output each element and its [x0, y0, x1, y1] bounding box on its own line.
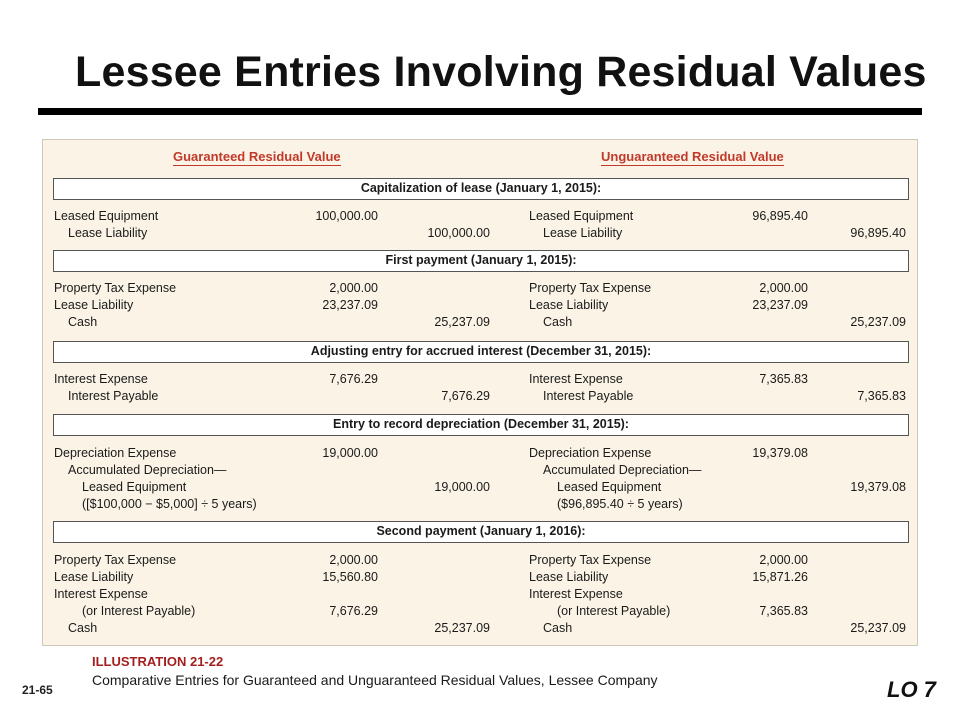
- entry-debit: 23,237.09: [752, 298, 808, 312]
- entry-debit: 2,000.00: [759, 281, 808, 295]
- entry-account: Lease Liability: [529, 570, 609, 584]
- entry-account: Property Tax Expense: [54, 281, 177, 295]
- entry-account: Cash: [543, 621, 573, 635]
- section-heading: Second payment (January 1, 2016):: [53, 521, 909, 543]
- entry-debit: 23,237.09: [322, 298, 378, 312]
- entry-credit: 7,365.83: [857, 389, 906, 403]
- entry-account: Interest Expense: [529, 372, 623, 386]
- entry-debit: 100,000.00: [315, 209, 378, 223]
- entry-account: Cash: [68, 315, 98, 329]
- entry-debit: 7,365.83: [759, 372, 808, 386]
- entry-account: Accumulated Depreciation—: [543, 463, 702, 477]
- entry-debit: 15,560.80: [322, 570, 378, 584]
- column-header-unguaranteed: Unguaranteed Residual Value: [601, 149, 784, 164]
- entry-account: (or Interest Payable): [82, 604, 196, 618]
- entry-debit: 2,000.00: [759, 553, 808, 567]
- entry-debit: 7,676.29: [329, 372, 378, 386]
- entry-account: Lease Liability: [543, 226, 623, 240]
- section-heading: Adjusting entry for accrued interest (December 31, 2015):: [53, 341, 909, 363]
- entry-account: Depreciation Expense: [529, 446, 652, 460]
- entry-account: Lease Liability: [68, 226, 148, 240]
- entry-account: ($96,895.40 ÷ 5 years): [557, 497, 683, 511]
- title-rule: [38, 108, 922, 115]
- entry-account: Lease Liability: [529, 298, 609, 312]
- entry-account: Lease Liability: [54, 298, 134, 312]
- slide-number: 21-65: [22, 683, 53, 697]
- entry-account: ([$100,000 − $5,000] ÷ 5 years): [82, 497, 257, 511]
- entry-debit: 15,871.26: [752, 570, 808, 584]
- entry-account: Interest Payable: [68, 389, 159, 403]
- entry-credit: 25,237.09: [434, 621, 490, 635]
- entry-account: Property Tax Expense: [529, 553, 652, 567]
- entry-account: Interest Expense: [54, 372, 148, 386]
- entry-debit: 7,676.29: [329, 604, 378, 618]
- illustration-label: ILLUSTRATION 21-22: [92, 654, 224, 669]
- entry-account: Cash: [68, 621, 98, 635]
- entry-account: Accumulated Depreciation—: [68, 463, 227, 477]
- entry-credit: 100,000.00: [427, 226, 490, 240]
- entry-account: Property Tax Expense: [529, 281, 652, 295]
- entry-account: Leased Equipment: [82, 480, 187, 494]
- entry-account: Interest Payable: [543, 389, 634, 403]
- entry-account: Lease Liability: [54, 570, 134, 584]
- illustration-caption: Comparative Entries for Guaranteed and Unguaranteed Residual Values, Lessee Company: [92, 672, 658, 688]
- entry-account: Leased Equipment: [557, 480, 662, 494]
- section-heading: First payment (January 1, 2015):: [53, 250, 909, 272]
- entry-credit: 25,237.09: [850, 621, 906, 635]
- entry-debit: 2,000.00: [329, 281, 378, 295]
- slide-title: Lessee Entries Involving Residual Values: [75, 48, 927, 96]
- entry-account: Leased Equipment: [54, 209, 159, 223]
- entry-debit: 19,000.00: [322, 446, 378, 460]
- entry-debit: 7,365.83: [759, 604, 808, 618]
- illustration-panel: [42, 139, 918, 646]
- section-heading: Entry to record depreciation (December 31, 2015):: [53, 414, 909, 436]
- entry-account: Depreciation Expense: [54, 446, 177, 460]
- entry-credit: 19,379.08: [850, 480, 906, 494]
- entry-credit: 96,895.40: [850, 226, 906, 240]
- entry-debit: 96,895.40: [752, 209, 808, 223]
- entry-account: Interest Expense: [54, 587, 148, 601]
- entry-account: (or Interest Payable): [557, 604, 671, 618]
- column-header-guaranteed: Guaranteed Residual Value: [173, 149, 341, 164]
- entry-account: Leased Equipment: [529, 209, 634, 223]
- entry-credit: 19,000.00: [434, 480, 490, 494]
- entry-credit: 25,237.09: [434, 315, 490, 329]
- entry-account: Property Tax Expense: [54, 553, 177, 567]
- section-heading: Capitalization of lease (January 1, 2015):: [53, 178, 909, 200]
- entry-credit: 25,237.09: [850, 315, 906, 329]
- learning-objective-label: LO 7: [887, 677, 936, 702]
- entry-debit: 19,379.08: [752, 446, 808, 460]
- entry-credit: 7,676.29: [441, 389, 490, 403]
- entry-account: Cash: [543, 315, 573, 329]
- entry-account: Interest Expense: [529, 587, 623, 601]
- entry-debit: 2,000.00: [329, 553, 378, 567]
